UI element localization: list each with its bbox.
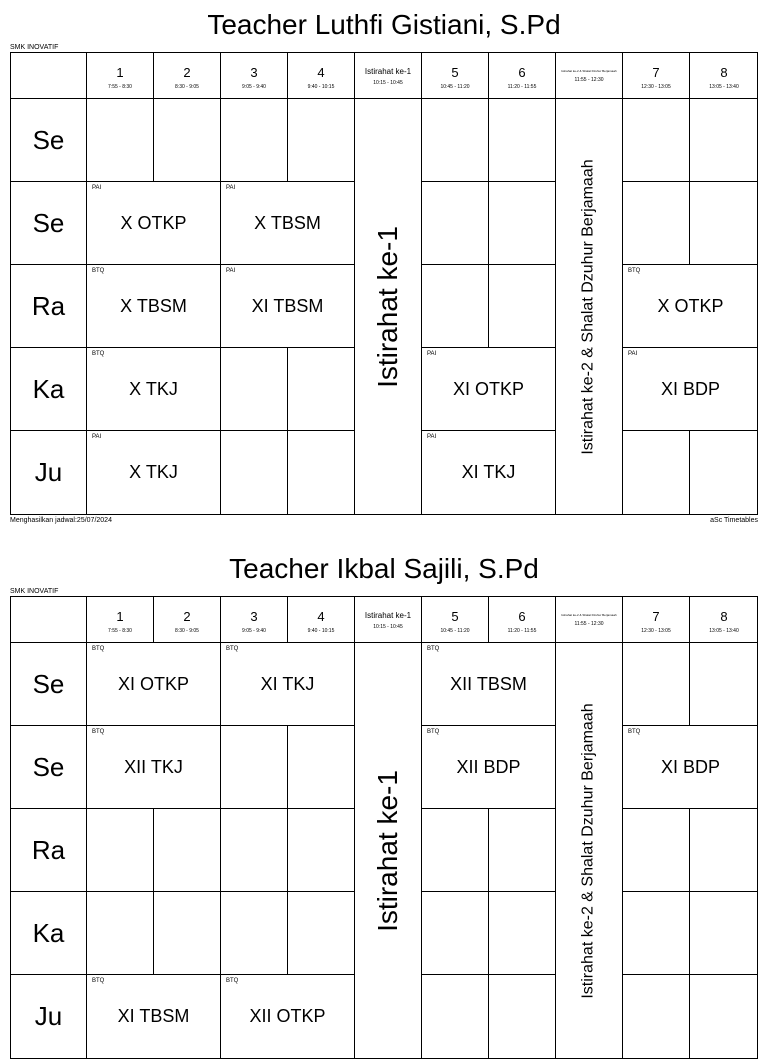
lesson-cell[interactable]: BTQ X TKJ [87,348,221,431]
empty-slot [690,431,758,514]
empty-slot [221,348,288,431]
lesson-cell[interactable]: BTQ XII TKJ [87,726,221,809]
break-column: Istirahat ke-2 & Shalat Dzuhur Berjamaah [556,643,623,1058]
day-label: Ka [11,348,87,431]
period-header: 7 12:30 - 13:05 [623,597,690,643]
empty-slot [221,726,288,809]
lesson-cell[interactable]: BTQ XI BDP [623,726,758,809]
period-header: 5 10:45 - 11:20 [422,53,489,99]
empty-slot [221,892,288,975]
empty-slot [623,809,690,892]
empty-slot [87,809,154,892]
empty-slot [489,892,556,975]
empty-slot [288,348,355,431]
period-header: 7 12:30 - 13:05 [623,53,690,99]
schedule-title: Teacher Luthfi Gistiani, S.Pd [207,9,561,40]
empty-slot [422,99,489,182]
period-header: 2 8:30 - 9:05 [154,53,221,99]
break-header: Istirahat ke-1 10:15 - 10:45 [355,597,422,643]
empty-slot [489,182,556,265]
empty-slot [288,99,355,182]
empty-slot [154,809,221,892]
empty-slot [288,726,355,809]
lesson-cell[interactable]: BTQ XI OTKP [87,643,221,726]
timetable-grid [10,596,758,1059]
period-header: 6 11:20 - 11:55 [489,53,556,99]
empty-slot [489,99,556,182]
day-label: Ka [11,892,87,975]
empty-slot [489,809,556,892]
day-label: Ra [11,809,87,892]
empty-slot [690,809,758,892]
empty-slot [221,431,288,514]
empty-slot [221,99,288,182]
empty-slot [623,431,690,514]
period-header: 2 8:30 - 9:05 [154,597,221,643]
timetable-grid [10,52,758,515]
app-credit: aSc Timetables [710,517,758,524]
empty-slot [690,643,758,726]
day-label: Se [11,643,87,726]
empty-slot [623,99,690,182]
empty-slot [623,892,690,975]
empty-slot [221,809,288,892]
empty-slot [87,99,154,182]
period-header: 4 9:40 - 10:15 [288,53,355,99]
generated-date: Menghasilkan jadwal:25/07/2024 [10,517,112,524]
lesson-cell[interactable]: PAI XI TBSM [221,265,355,348]
empty-slot [422,265,489,348]
lesson-cell[interactable]: BTQ XI TKJ [221,643,355,726]
period-header: 5 10:45 - 11:20 [422,597,489,643]
empty-slot [288,809,355,892]
lesson-cell[interactable]: PAI XI OTKP [422,348,556,431]
period-header: 4 9:40 - 10:15 [288,597,355,643]
empty-slot [422,182,489,265]
empty-slot [690,99,758,182]
break-header: Istirahat ke-1 10:15 - 10:45 [355,53,422,99]
lesson-cell[interactable]: BTQ XII OTKP [221,975,355,1058]
break-header: Istirahat ke-2 & Shalat Dzuhur Berjamaah 11:55 - 12:30 [556,53,623,99]
empty-slot [87,892,154,975]
period-header: 8 13:05 - 13:40 [690,53,758,99]
day-label: Se [11,182,87,265]
empty-slot [422,809,489,892]
lesson-cell[interactable]: BTQ XII TBSM [422,643,556,726]
day-label: Ju [11,975,87,1058]
lesson-cell[interactable]: BTQ XI TBSM [87,975,221,1058]
lesson-cell[interactable]: PAI X TKJ [87,431,221,514]
schedule-title: Teacher Ikbal Sajili, S.Pd [229,553,539,584]
school-name: SMK INOVATIF [10,44,59,51]
empty-slot [422,975,489,1058]
empty-slot [154,892,221,975]
day-label: Se [11,99,87,182]
break-column: Istirahat ke-2 & Shalat Dzuhur Berjamaah [556,99,623,514]
day-label: Ra [11,265,87,348]
empty-slot [288,892,355,975]
empty-slot [489,265,556,348]
school-name: SMK INOVATIF [10,588,59,595]
empty-slot [623,643,690,726]
empty-slot [288,431,355,514]
period-header: 3 9:05 - 9:40 [221,597,288,643]
empty-slot [623,975,690,1058]
day-label: Ju [11,431,87,514]
lesson-cell[interactable]: BTQ X TBSM [87,265,221,348]
break-column: Istirahat ke-1 [355,643,422,1058]
break-column: Istirahat ke-1 [355,99,422,514]
break-header: Istirahat ke-2 & Shalat Dzuhur Berjamaah 11:55 - 12:30 [556,597,623,643]
lesson-cell[interactable]: PAI X OTKP [87,182,221,265]
corner-cell [11,597,87,643]
period-header: 3 9:05 - 9:40 [221,53,288,99]
empty-slot [690,892,758,975]
lesson-cell[interactable]: PAI X TBSM [221,182,355,265]
lesson-cell[interactable]: PAI XI BDP [623,348,758,431]
empty-slot [690,182,758,265]
lesson-cell[interactable]: BTQ XII BDP [422,726,556,809]
lesson-cell[interactable]: BTQ X OTKP [623,265,758,348]
period-header: 6 11:20 - 11:55 [489,597,556,643]
empty-slot [623,182,690,265]
empty-slot [690,975,758,1058]
day-label: Se [11,726,87,809]
corner-cell [11,53,87,99]
period-header: 1 7:55 - 8:30 [87,597,154,643]
empty-slot [422,892,489,975]
period-header: 8 13:05 - 13:40 [690,597,758,643]
lesson-cell[interactable]: PAI XI TKJ [422,431,556,514]
empty-slot [489,975,556,1058]
empty-slot [154,99,221,182]
period-header: 1 7:55 - 8:30 [87,53,154,99]
